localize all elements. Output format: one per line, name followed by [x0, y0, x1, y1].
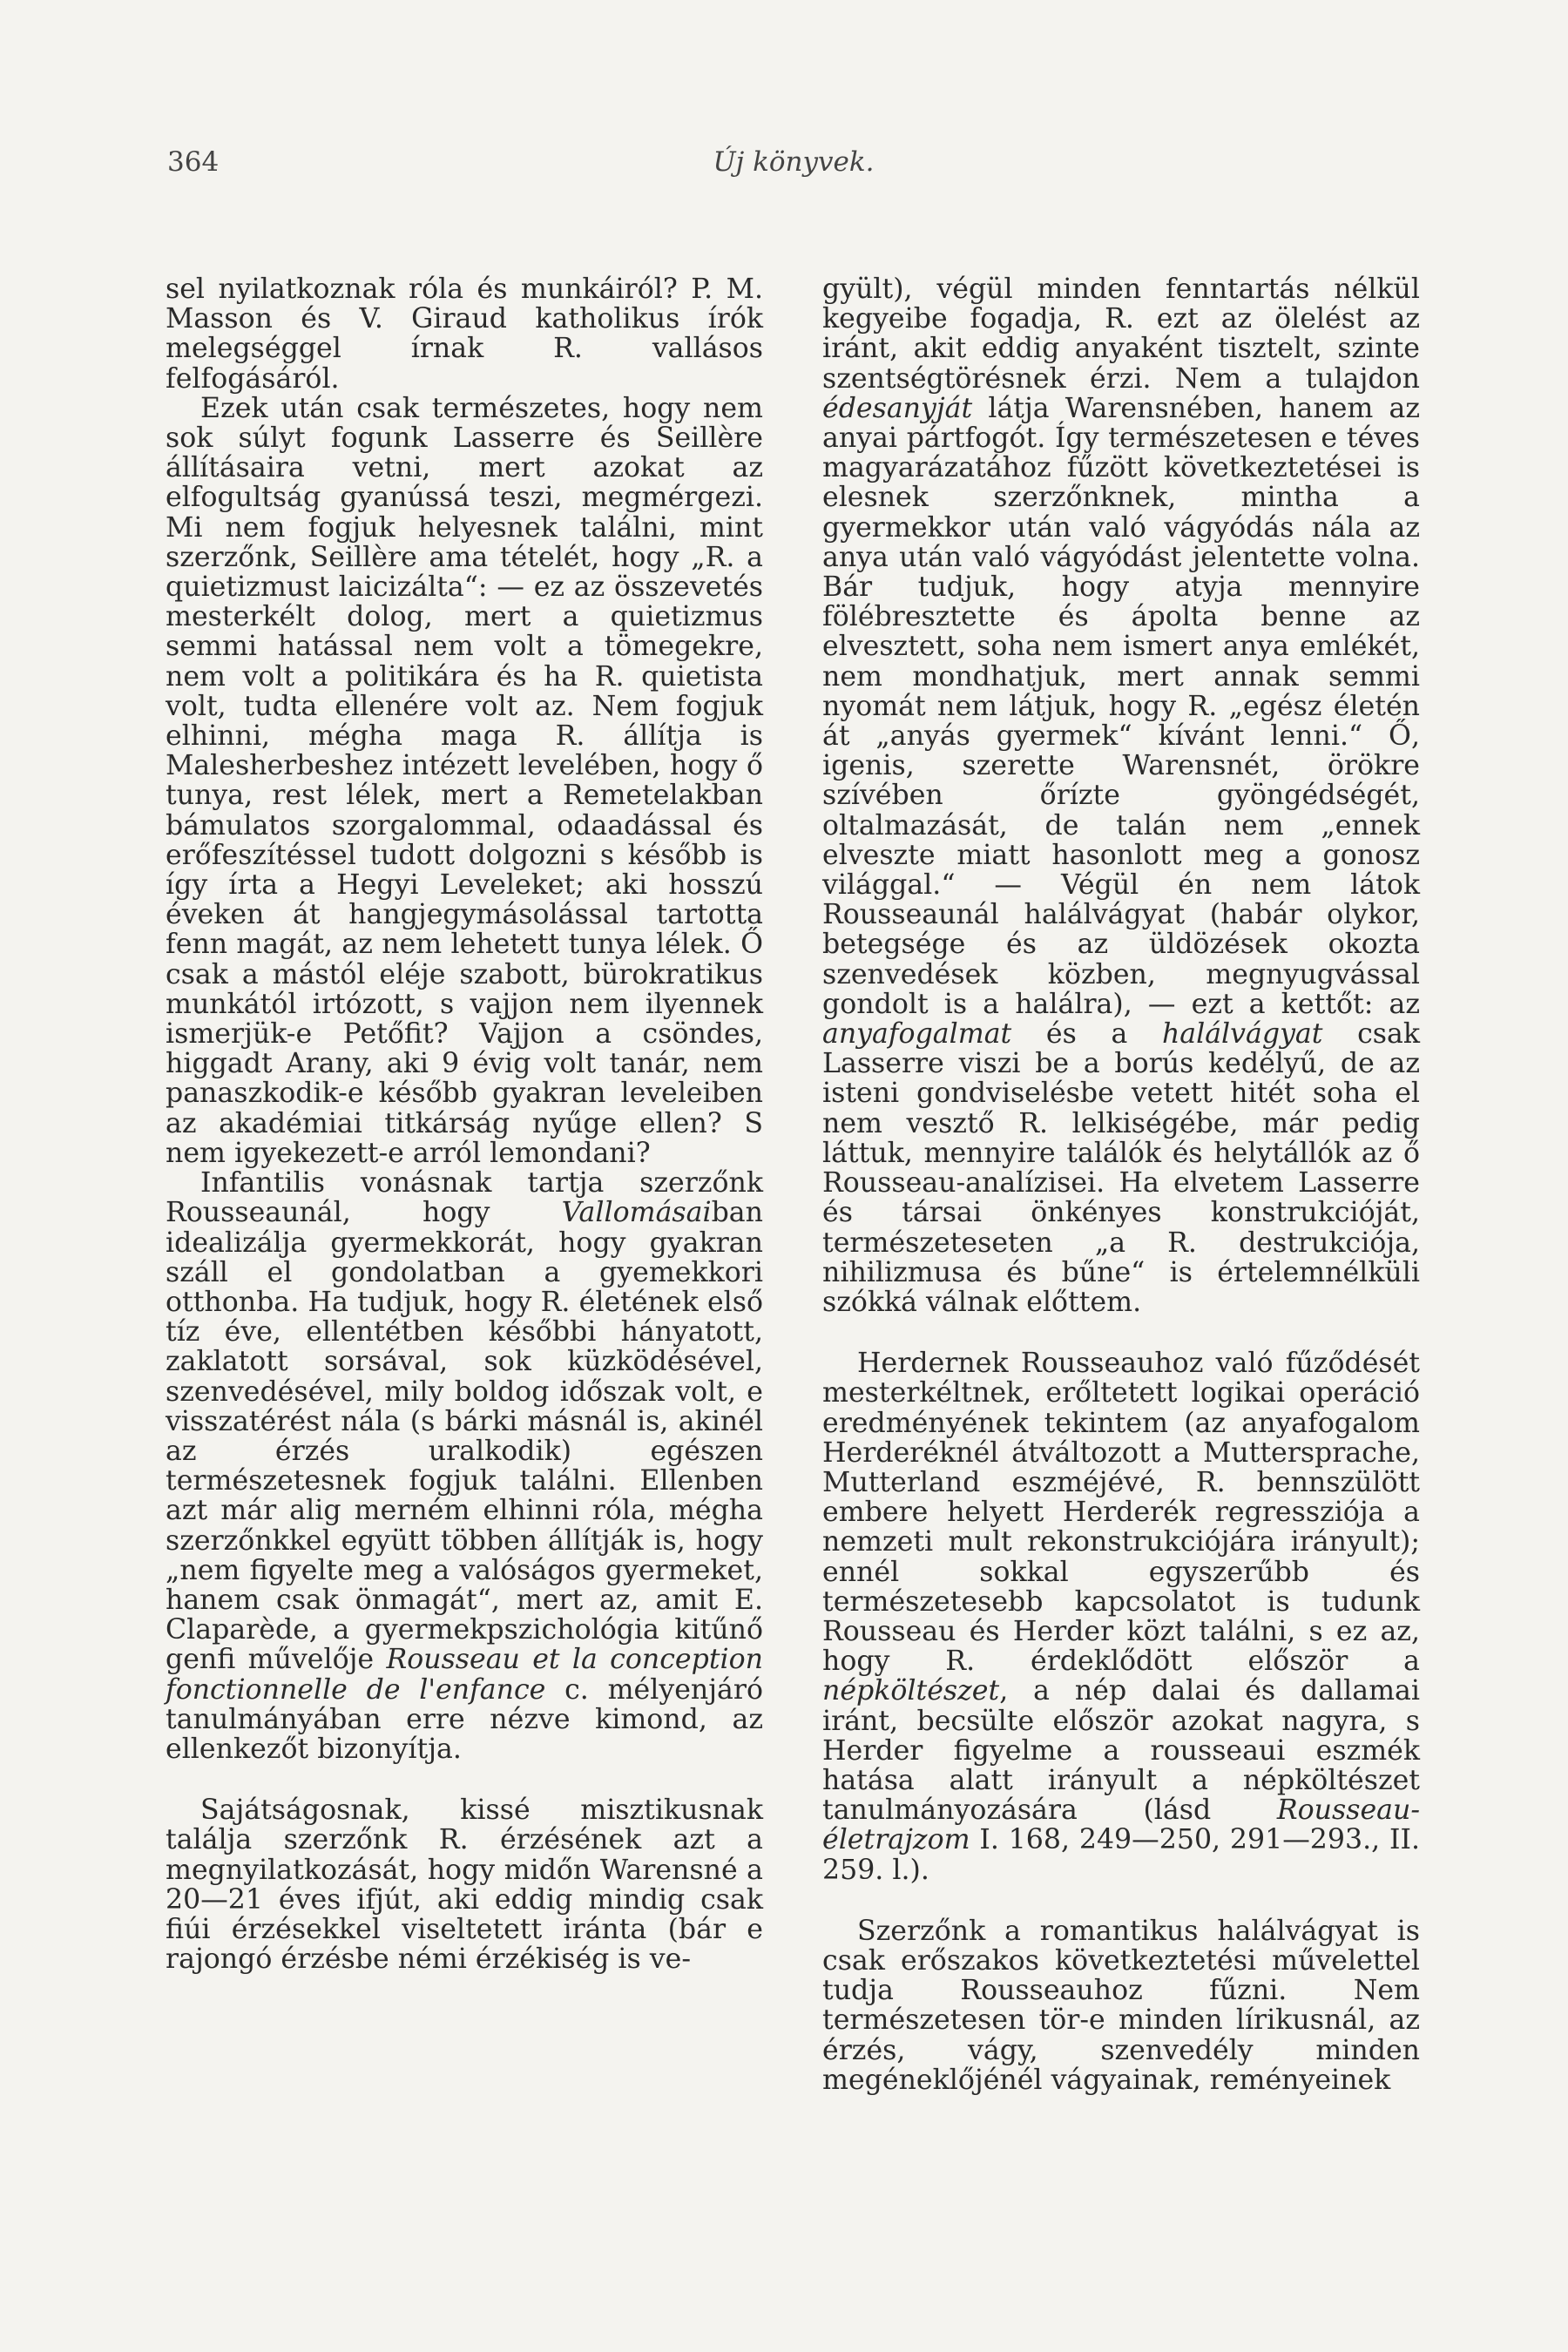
italic-halalvagyat: halálvágyat: [1161, 1018, 1323, 1051]
italic-edesanyjat: édesanyját: [822, 392, 973, 424]
italic-nepkolteszet: népköltészet: [822, 1675, 1000, 1707]
text-run: , a nép dalai és dallamai iránt, becsülte először azokat nagyra, s Herder figyelme a rousseaui eszmék hatása alatt irányult a népköltészet tanulmányozására (lásd: [822, 1675, 1420, 1827]
text-run: és a: [1011, 1018, 1162, 1051]
right-column: [822, 274, 1420, 2095]
text-run: ban idealizálja gyermekkorát, hogy gyakran száll el gondolatban a gyemekkori otthonba. Ha tudjuk, hogy R. életének első tíz éve, ellentétben későbbi hányatott, zaklatott sorsával, sok küzködésével, szenvedésével, mily boldog időszak volt, e visszatérést nála (s bárki másnál is, akinél az érzés uralkodik) egészen természetesnek fogjuk találni. Ellenben azt már alig merném elhinni róla, mégha szerzőnkkel együtt többen állítják is, hogy „nem figyelte meg a valóságos gyermeket, hanem csak önmagát“, mert az, amit E. Claparède, a gyermekpszichológia kitűnő genfi művelője: [166, 1197, 763, 1676]
left-paragraph-2: Ezek után csak természetes, hogy nem sok súlyt fogunk Lasserre és Seillère állításaira vetni, mert azokat az elfogultság gyanússá teszi, megmérgezi. Mi nem fogjuk helyesnek találni, mint szerzőnk, Seillère ama tételét, hogy „R. a quietizmust laicizálta“: — ez az összevetés mesterkélt dolog, mert a quietizmus semmi hatással nem volt a tömegekre, nem volt a politikára és ha R. quietista volt, tudta ellenére volt az. Nem fogjuk elhinni, mégha maga R. állítja is Malesherbeshez intézett levelében, hogy ő tunya, rest lélek, mert a Remetelakban bámulatos szorgalommal, odaadással és erőfeszítéssel tudott dolgozni s később is így írta a Hegyi Leveleket; aki hosszú éveken át hangjegymásolással tartotta fenn magát, az nem lehetett tunya lélek. Ő csak a mástól eléje szabott, bürokratikus munkától irtózott, s vajjon nem ilyennek ismerjük-e Petőfit? Vajjon a csöndes, higgadt Arany, aki 9 évig volt tanár, nem panaszkodik-e később gyakran leveleiben az akadémiai titkárság nyűge ellen? S nem igyekezett-e arról lemondani?: [166, 392, 763, 1169]
text-run: I. 168, 249—250, 291—293., II. 259. l.).: [822, 1824, 1420, 1886]
italic-title-claparede: Rousseau et la conception fonctionnelle de l'enfance: [166, 1644, 763, 1706]
text-run: látja Warensnében, hanem az anyai pártfogót. Így természetesen e téves magyarázatához fűzött következtetései is elesnek szerzőnknek, mintha a gyermekkor után való vágyódás nála az anya után való vágyódást jelentette volna. Bár tudjuk, hogy atyja mennyire fölébresztette és ápolta benne az elvesztett, soha nem ismert anya emlékét, nem mondhatjuk, mert annak semmi nyomát nem látjuk, hogy R. „egész életén át „anyás gyermek“ kívánt lenni.“ Ő, igenis, szerette Warensnét, örökre szívében őrízte gyöngédségét, oltalmazását, de talán nem „ennek elveszte miatt hasonlott meg a gonosz világgal.“ — Végül én nem látok Rousseaunál halálvágyat (habár olykor, betegsége és az üldözések okozta szenvedések közben, megnyugvással gondolt is a halálra), — ezt a kettőt: az: [822, 392, 1420, 1020]
text-run: csak Lasserre viszi be a borús kedélyű, de az isteni gondviselésbe vetett hitét soha el nem vesztő R. lelkiségébe, már pedig láttuk, mennyire találók és helytállók az ő Rousseau-analízisei. Ha elvetem Lasserre és társai önkényes konstrukcióját, természeteseten „a R. destrukciója, nihilizmusa és bűne“ is értelemnélküli szókká válnak előttem.: [822, 1018, 1421, 1318]
page-number: 364: [167, 146, 220, 178]
text-run: Infantilis vonásnak tartja szerzőnk Rousseaunál, hogy: [166, 1167, 763, 1229]
text-run: Herdernek Rousseauhoz való fűződését mesterkéltnek, erőltetett logikai operáció eredményének tekintem (az anyafogalom Herderéknél átváltozott a Muttersprache, Mutterland eszméjévé, R. bennszülött embere helyett Herderék regressziója a nemzeti mult rekonstrukciójára irányult); ennél sokkal egyszerűbb és természetesebb kapcsolatot is tudunk Rousseau és Herder közt találni, s ez az, hogy R. érdeklődött először a: [822, 1348, 1420, 1678]
left-paragraph-1: sel nyilatkoznak róla és munkáiról? P. M. Masson és V. Giraud katholikus írók melegséggel írnak R. vallásos felfogásáról.: [166, 274, 763, 395]
running-title: Új könyvek.: [713, 146, 875, 178]
left-column: [166, 274, 763, 1974]
text-run: gyült), végül minden fenntartás nélkül kegyeibe fogadja, R. ezt az ölelést az iránt, akit eddig anyaként tisztelt, szinte szentségtörésnek érzi. Nem a tulajdon: [822, 274, 1420, 395]
text-run: c. mélyenjáró tanulmányában erre nézve kimond, az ellenkezőt bizonyítja.: [166, 1673, 763, 1765]
right-paragraph-3: Szerzőnk a romantikus halálvágyat is csak erőszakos következtetési művelettel tudja Rousseauhoz fűzni. Nem természetesen tör-e minden lírikusnál, az érzés, vágy, szenvedély minden megéneklőjénél vágyainak, reményeinek: [822, 1915, 1420, 2096]
italic-anyafogalmat: anyafogalmat: [822, 1018, 1012, 1051]
left-paragraph-3: [166, 1168, 763, 1764]
italic-rousseau-eletrajzom: Rousseau-életrajzom: [822, 1794, 1420, 1856]
right-paragraph-2: [822, 1348, 1420, 1885]
right-paragraph-1: [822, 274, 1420, 1317]
left-paragraph-4: Sajátságosnak, kissé misztikusnak találja szerzőnk R. érzésének azt a megnyilatkozását, hogy midőn Warensné a 20—21 éves ifjút, aki eddig mindig csak fiúi érzésekkel viseltetett iránta (bár e rajongó érzésbe némi érzékiség is ve-: [166, 1794, 763, 1976]
italic-title-vallomasai: Vallomásai: [561, 1197, 712, 1229]
page-header: [167, 146, 1420, 181]
